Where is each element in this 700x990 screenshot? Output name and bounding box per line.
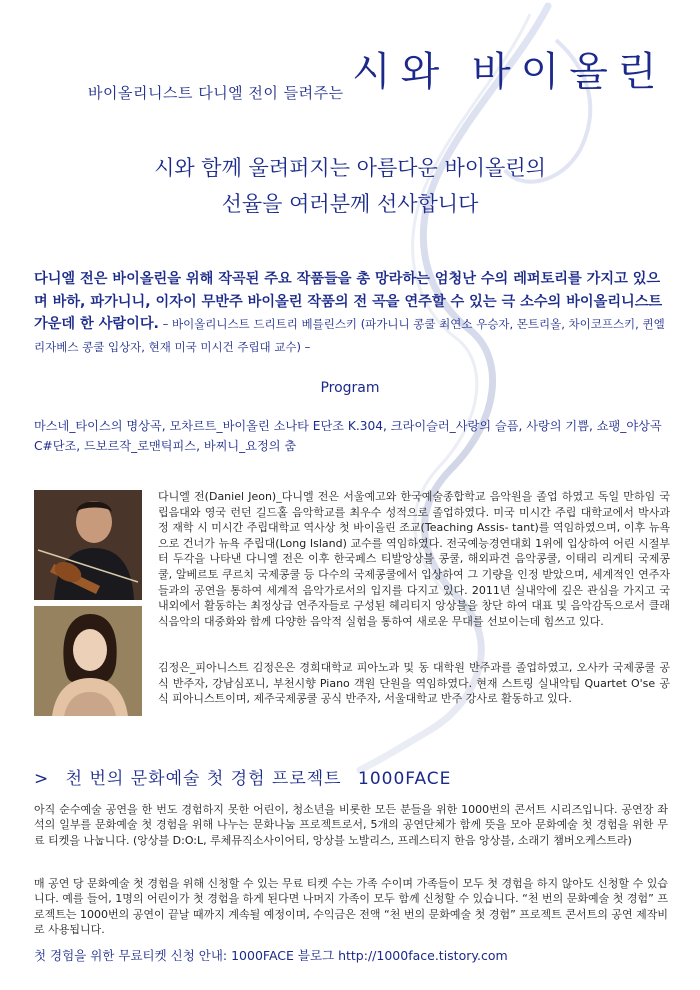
project-heading [34,764,451,789]
chevron-right-icon: > [34,769,50,789]
bio-daniel-jeon: 다니엘 전(Daniel Jeon)_다니엘 전은 서울예고와 한국예술종합학교 음악원을 졸업 하였고 독일 만하임 국립음대와 영국 런던 길드홀 음악학교를 최우수 성적으로 졸업하였다. 미국 미시간 주립 대학교에서 박사과정 재학 시 미시간 주립대학교 역사상 첫 바이올린 조교(Teaching Assis- tant)를 역임하였으며, 이후 뉴욕으로 건너가 뉴욕 주립대(Long Island) 교수를 역임하였다. 전국예능경연대회 1위에 입상하여 어린 시절부터 두각을 나타낸 다니엘 전은 이후 한국페스 티발앙상블 콩쿨, 해외파견 음악콩쿨, 이태리 리게티 국제콩쿨, 알베르토 쿠르치 국제콩쿨 등 다수의 국제콩쿨에서 입상하여 그 기량을 인정 받았으며, 세계적인 연주자들과의 공연을 통하여 세계적 음악가로서의 입지를 다지고 있다. 2011년 실내악에 깊은 관심을 가지고 국내외에서 활동하는 최정상급 연주자들로 구성된 헤리티지 앙상블을 창단 하여 대표 및 음악감독으로서 클래식음악의 대중화와 함께 다양한 음악적 실험을 통하여 새로운 무대를 선보이는데 힘쓰고 있다. [158,490,670,628]
page-title: 시와 바이올린 [352,49,667,95]
program-list: 마스네_타이스의 명상곡, 모차르트_바이올린 소나타 E단조 K.304, 크라이슬러_사랑의 슬픔, 사랑의 기쁨, 쇼팽_야상곡 C#단조, 드보르작_로맨틱피스, 바찌니_요정의 춤 [34,419,662,453]
bio-kim-jeong-eun: 김정은_피아니스트 김정은은 경희대학교 피아노과 및 동 대학원 반주과를 졸업하였고, 오사카 국제콩쿨 공식 반주자, 강남심포니, 부천시향 Piano 객원 단원을 역임하였다. 현재 스트링 실내악팀 Quartet O'se 공식 피아니스트이며, 제주국제콩쿨 공식 반주자, 서울대학교 반주 강사로 활동하고 있다. [158,661,670,706]
tagline-line-2: 선율을 여러분께 선사합니다 [221,192,479,216]
violinist-photo [34,490,142,600]
project-paragraph-1: 아직 순수예술 공연을 한 번도 경험하지 못한 어린이, 청소년을 비롯한 모든 분들을 위한 1000번의 콘서트 시리즈입니다. 공연장 좌석의 일부를 문화예술 첫 경험을 위해 나누는 문화나눔 프로젝트로서, 5개의 공연단체가 함께 뜻을 모아 문화예술 첫 경험을 위한 무료 티켓을 나눕니다. (앙상블 D:O:L, 루체뮤직소사이어티, 앙상블 노발리스, 프레스티지 한음 앙상블, 소래기 챔버오케스트라) [34,803,668,847]
tagline-line-1: 시와 함께 울려퍼지는 아름다운 바이올린의 [154,156,546,180]
pianist-photo [34,606,142,716]
intro-quote: – 바이올리니스트 드리트리 베를린스키 (파가니니 콩쿨 최연소 우승자, 몬트리올, 차이코프스키, 퀸엘리자베스 콩쿨 입상자, 현재 미국 미시건 주립대 교수) – [34,317,665,354]
project-paragraph-2: 매 공연 당 문화예술 첫 경험을 위해 신청할 수 있는 무료 티켓 수는 가족 수이며 가족들이 모두 첫 경험을 하지 않아도 신청할 수 있습니다. 예를 들어, 1명의 어린이가 첫 경험을 하게 된다면 나머지 가족이 모두 함께 신청할 수 있습니다. “천 번의 문화예술 첫 경험” 프로젝트는 1000번의 공연이 끝날 때까지 계속될 예정이며, 수익금은 전액 “천 번의 문화예술 첫 경험” 프로젝트 콘서트의 공연 제작비로 사용됩니다. [34,877,668,937]
project-brand: 1000FACE [358,769,452,789]
program-heading: Program [320,380,380,396]
ticket-info-footer: 첫 경험을 위한 무료티켓 신청 안내: 1000FACE 블로그 http://1000face.tistory.com [34,948,508,963]
intro-text: 다니엘 전은 바이올린을 위해 작곡된 주요 작품들을 총 망라하는 엄청난 수의 레퍼토리를 가지고 있으며 바하, 파가니니, 이자이 무반주 바이올린 작품의 전 곡을 연주할 수 있는 극 소수의 바이올리니스트 가운데 한 사람이다. [34,271,663,332]
intro-paragraph [34,268,670,358]
project-title: 천 번의 문화예술 첫 경험 프로젝트 [65,769,342,789]
header-subtitle: 바이올리니스트 다니엘 전이 들려주는 [88,84,344,102]
